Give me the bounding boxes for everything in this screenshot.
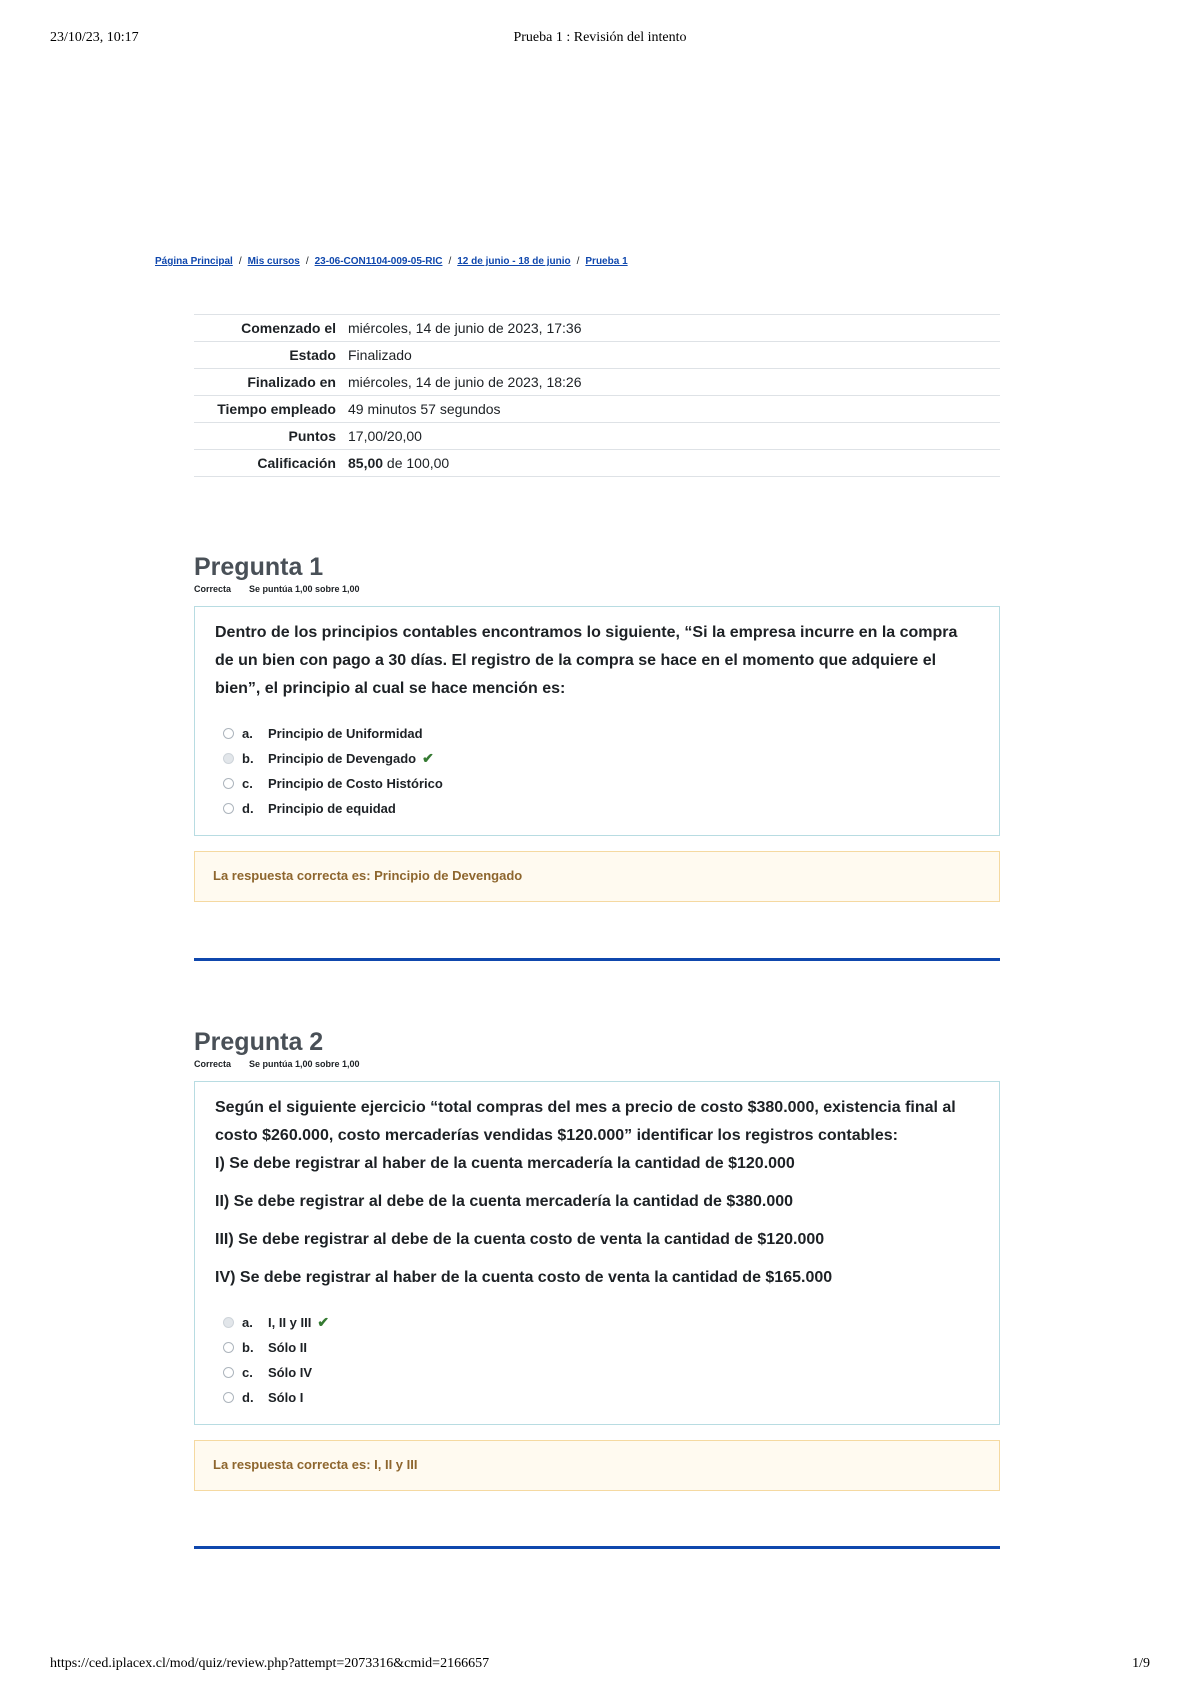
answer-text: Sólo I — [268, 1390, 304, 1405]
radio-selected-icon[interactable] — [223, 1317, 234, 1328]
print-page-number: 1/9 — [1132, 1656, 1150, 1671]
radio-selected-icon[interactable] — [223, 753, 234, 764]
question-1 — [194, 552, 1000, 902]
print-datetime: 23/10/23, 10:17 — [50, 30, 139, 45]
breadcrumb-quiz[interactable]: Prueba 1 — [585, 256, 628, 267]
radio-icon[interactable] — [223, 1342, 234, 1353]
question-text-paragraph: Dentro de los principios contables encontramos lo siguiente, “Si la empresa incurre en la compra de un bien con pago a 30 días. El registro de la compra se hace en el momento que adquiere el bien”, el principio al cual se hace mención es: — [215, 624, 958, 697]
answer-letter: a. — [242, 1315, 253, 1330]
answer-option-d[interactable] — [215, 1385, 979, 1410]
question-info — [194, 584, 1000, 596]
answer-option-c[interactable] — [215, 1360, 979, 1385]
question-text — [215, 1094, 979, 1292]
question-text-statement: III) Se debe registrar al debe de la cuenta costo de venta la cantidad de $120.000 — [215, 1231, 825, 1248]
answer-letter: b. — [242, 1340, 254, 1355]
radio-icon[interactable] — [223, 1367, 234, 1378]
answer-letter: b. — [242, 751, 254, 766]
summary-label: Tiempo empleado — [194, 396, 342, 423]
summary-value: 49 minutos 57 segundos — [342, 396, 1000, 423]
summary-row-time-taken — [194, 396, 1000, 423]
checkmark-icon: ✔ — [317, 1314, 330, 1330]
answer-text: Principio de equidad — [268, 801, 396, 816]
question-content-box — [194, 606, 1000, 836]
answer-text: Principio de Uniformidad — [268, 726, 423, 741]
question-content-box — [194, 1081, 1000, 1425]
summary-label: Puntos — [194, 423, 342, 450]
summary-value: Finalizado — [342, 342, 1000, 369]
answer-letter: c. — [242, 776, 253, 791]
breadcrumb-my-courses[interactable]: Mis cursos — [247, 256, 300, 267]
summary-row-started — [194, 315, 1000, 342]
correct-answer-feedback: La respuesta correcta es: Principio de Devengado — [194, 851, 1000, 902]
question-grade: Se puntúa 1,00 sobre 1,00 — [249, 1059, 360, 1069]
question-text-statement: I) Se debe registrar al haber de la cuenta mercadería la cantidad de $120.000 — [215, 1155, 795, 1172]
question-divider — [194, 1546, 1000, 1549]
breadcrumb-week[interactable]: 12 de junio - 18 de junio — [457, 256, 571, 267]
answer-text: Sólo II — [268, 1340, 307, 1355]
summary-value: miércoles, 14 de junio de 2023, 18:26 — [342, 369, 1000, 396]
answer-options — [215, 721, 979, 821]
answer-option-b[interactable] — [215, 1335, 979, 1360]
answer-options — [215, 1310, 979, 1410]
radio-icon[interactable] — [223, 803, 234, 814]
question-text-paragraph: Según el siguiente ejercicio “total compras del mes a precio de costo $380.000, existencia final al costo $260.000, costo mercaderías vendidas $120.000” identificar los registros contables: — [215, 1099, 956, 1144]
summary-row-state — [194, 342, 1000, 369]
answer-option-c[interactable] — [215, 771, 979, 796]
grade-max: de 100,00 — [383, 455, 450, 471]
summary-value: miércoles, 14 de junio de 2023, 17:36 — [342, 315, 1000, 342]
attempt-summary-table — [194, 314, 1000, 477]
answer-letter: c. — [242, 1365, 253, 1380]
radio-icon[interactable] — [223, 728, 234, 739]
question-state: Correcta — [194, 1059, 232, 1069]
breadcrumb: Página Principal / Mis cursos / 23-06-CON1104-009-05-RIC / 12 de junio - 18 de junio / Prueba 1 — [155, 256, 628, 267]
correct-answer-feedback: La respuesta correcta es: I, II y III — [194, 1440, 1000, 1491]
summary-label: Calificación — [194, 450, 342, 477]
summary-label: Comenzado el — [194, 315, 342, 342]
question-divider — [194, 958, 1000, 961]
summary-row-marks — [194, 423, 1000, 450]
summary-value — [342, 450, 1000, 477]
answer-letter: d. — [242, 801, 254, 816]
question-state: Correcta — [194, 584, 232, 594]
summary-value: 17,00/20,00 — [342, 423, 1000, 450]
answer-text: I, II y III — [268, 1315, 312, 1330]
summary-row-grade — [194, 450, 1000, 477]
print-url: https://ced.iplacex.cl/mod/quiz/review.php?attempt=2073316&cmid=2166657 — [50, 1656, 490, 1671]
summary-label: Finalizado en — [194, 369, 342, 396]
grade-value: 85,00 — [348, 455, 384, 471]
question-info — [194, 1059, 1000, 1071]
answer-option-d[interactable] — [215, 796, 979, 821]
question-text-statement: II) Se debe registrar al debe de la cuenta mercadería la cantidad de $380.000 — [215, 1193, 794, 1210]
print-page-title: Prueba 1 : Revisión del intento — [513, 30, 687, 45]
answer-option-a[interactable] — [215, 721, 979, 746]
question-grade: Se puntúa 1,00 sobre 1,00 — [249, 584, 360, 594]
radio-icon[interactable] — [223, 778, 234, 789]
summary-row-completed — [194, 369, 1000, 396]
question-text — [215, 619, 979, 703]
answer-text: Principio de Costo Histórico — [268, 776, 443, 791]
answer-text: Sólo IV — [268, 1365, 313, 1380]
question-text-statement: IV) Se debe registrar al haber de la cuenta costo de venta la cantidad de $165.000 — [215, 1269, 833, 1286]
breadcrumb-course[interactable]: 23-06-CON1104-009-05-RIC — [314, 256, 443, 267]
question-title: Pregunta 1 — [194, 553, 324, 581]
checkmark-icon: ✔ — [422, 750, 434, 766]
breadcrumb-home[interactable]: Página Principal — [155, 256, 233, 267]
summary-label: Estado — [194, 342, 342, 369]
answer-letter: a. — [242, 726, 253, 741]
question-2 — [194, 1027, 1000, 1491]
radio-icon[interactable] — [223, 1392, 234, 1403]
answer-option-b[interactable] — [215, 746, 979, 771]
question-title: Pregunta 2 — [194, 1028, 324, 1056]
answer-option-a[interactable] — [215, 1310, 979, 1335]
answer-letter: d. — [242, 1390, 254, 1405]
answer-text: Principio de Devengado — [268, 751, 417, 766]
